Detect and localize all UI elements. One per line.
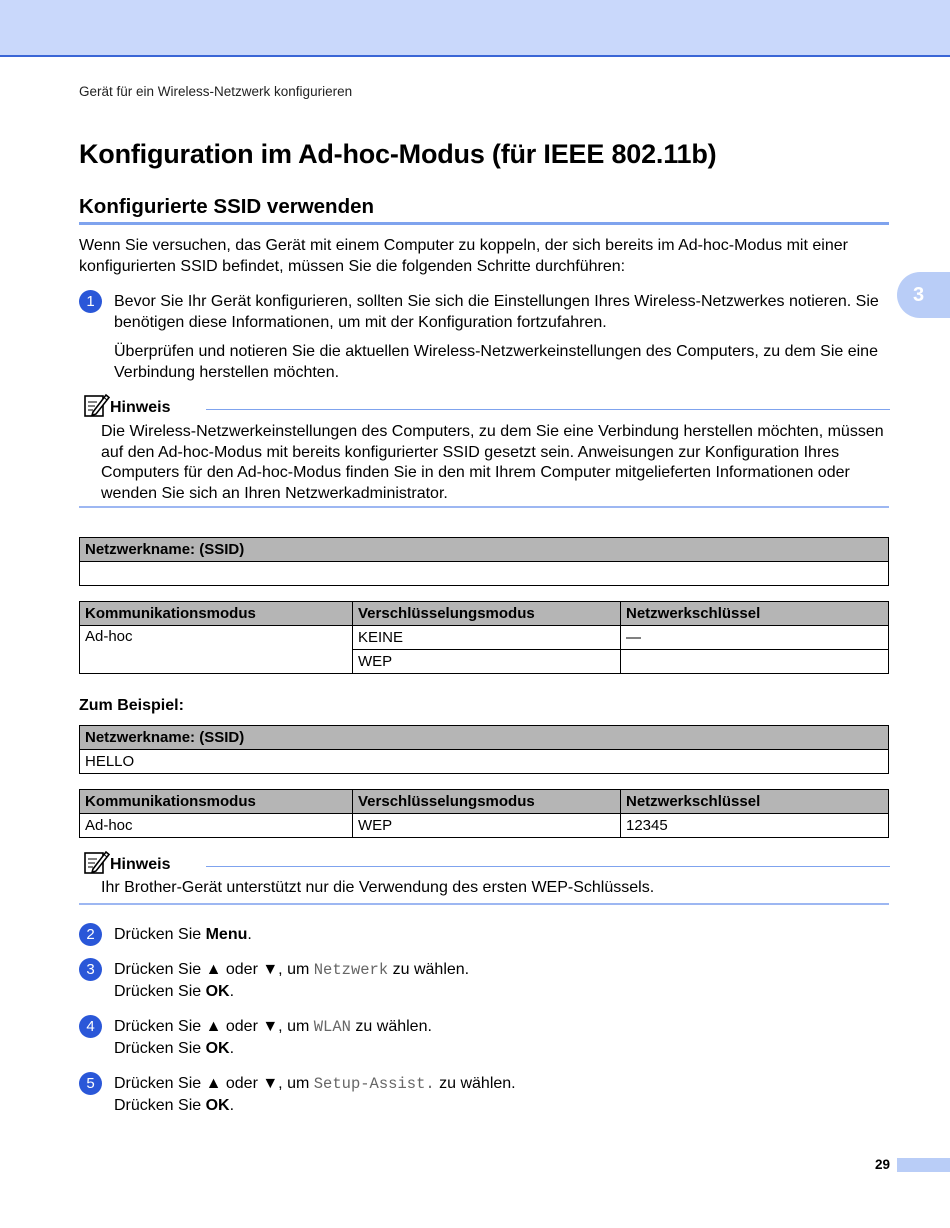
example-ssid-table (79, 725, 889, 774)
note-pencil-icon (82, 392, 110, 418)
chapter-tab[interactable]: 3 (897, 272, 950, 318)
page-bar (897, 1158, 950, 1172)
ssid-table (79, 537, 889, 586)
ok-key: OK (205, 1097, 230, 1114)
page-number: 29 (874, 1157, 890, 1172)
example-encryption-cell: WEP (353, 814, 621, 838)
step-number-5: 5 (79, 1072, 102, 1095)
example-key-cell: 12345 (621, 814, 889, 838)
menu-item-wlan: WLAN (313, 1018, 351, 1036)
example-key-header: Netzwerkschlüssel (621, 790, 889, 814)
mode-table (79, 601, 889, 674)
page-title: Konfiguration im Ad-hoc-Modus (für IEEE 802.11b) (79, 139, 717, 169)
top-band (0, 0, 950, 57)
note-2-header (82, 853, 890, 879)
example-mode-table (79, 789, 889, 838)
ok-key: OK (205, 983, 230, 1000)
menu-item-setup-assist: Setup-Assist. (313, 1075, 435, 1093)
ok-key: OK (205, 1040, 230, 1057)
section-rule (79, 222, 889, 225)
step-number-4: 4 (79, 1015, 102, 1038)
step-1-text: Bevor Sie Ihr Gerät konfigurieren, sollten Sie sich die Einstellungen Ihres Wireless-Netzwerkes notieren. Sie benötigen diese Informationen, um mit der Konfiguration fortzufahren. (114, 293, 879, 331)
note-1-header (82, 396, 890, 422)
note-1-line (206, 409, 890, 410)
example-ssid-value: HELLO (80, 750, 889, 774)
menu-item-netzwerk: Netzwerk (313, 961, 389, 979)
section-title: Konfigurierte SSID verwenden (79, 195, 375, 218)
encryption-cell: WEP (353, 650, 621, 674)
step-number-3: 3 (79, 958, 102, 981)
breadcrumb: Gerät für ein Wireless-Netzwerk konfigurieren (79, 84, 353, 99)
intro-paragraph: Wenn Sie versuchen, das Gerät mit einem Computer zu koppeln, der sich bereits im Ad-hoc-Modus mit einer konfigurierten SSID befindet, müssen Sie die folgenden Schritte durchführen: (79, 237, 848, 275)
key-cell: — (621, 626, 889, 650)
step-1-detail-text: Überprüfen und notieren Sie die aktuellen Wireless-Netzwerkeinstellungen des Computers, zu dem Sie eine Verbindung herstellen möchten. (114, 343, 878, 381)
note-2-line (206, 866, 890, 867)
note-2-rule (79, 903, 889, 905)
example-mode-cell: Ad-hoc (80, 814, 353, 838)
step-3-text: Drücken Sie ▲ oder ▼, um Netzwerk zu wählen. Drücken Sie OK. (114, 961, 470, 1000)
key-cell (621, 650, 889, 674)
encryption-cell: KEINE (353, 626, 621, 650)
note-1-label: Hinweis (110, 399, 171, 416)
menu-key: Menu (205, 926, 248, 943)
step-2-text: Drücken Sie Menu. (114, 926, 252, 943)
step-number-2: 2 (79, 923, 102, 946)
ssid-header: Netzwerkname: (SSID) (80, 538, 889, 562)
note-1-text: Die Wireless-Netzwerkeinstellungen des Computers, zu dem Sie eine Verbindung herstellen möchten, müssen auf den Ad-hoc-Modus mit bereits konfigurierter SSID gesetzt sein. Anweisungen zur Konfiguration Ihres Computers für den Ad-hoc-Modus finden Sie in den mit Ihrem Computer mitgelieferten Informationen oder wenden Sie sich an Ihren Netzwerkadministrator. (101, 423, 884, 502)
note-1-rule (79, 506, 889, 508)
step-5-text: Drücken Sie ▲ oder ▼, um Setup-Assist. zu wählen. Drücken Sie OK. (114, 1075, 516, 1114)
mode-header: Kommunikationsmodus (80, 602, 353, 626)
example-heading: Zum Beispiel: (79, 697, 184, 714)
note-2-label: Hinweis (110, 856, 171, 873)
note-2-text: Ihr Brother-Gerät unterstützt nur die Verwendung des ersten WEP-Schlüssels. (101, 879, 655, 896)
encryption-header: Verschlüsselungsmodus (353, 602, 621, 626)
step-number-1: 1 (79, 290, 102, 313)
example-ssid-header: Netzwerkname: (SSID) (80, 726, 889, 750)
example-encryption-header: Verschlüsselungsmodus (353, 790, 621, 814)
example-mode-header: Kommunikationsmodus (80, 790, 353, 814)
ssid-value (80, 562, 889, 586)
mode-cell: Ad-hoc (80, 626, 353, 674)
step-4-text: Drücken Sie ▲ oder ▼, um WLAN zu wählen. Drücken Sie OK. (114, 1018, 432, 1057)
key-header: Netzwerkschlüssel (621, 602, 889, 626)
note-pencil-icon (82, 849, 110, 875)
